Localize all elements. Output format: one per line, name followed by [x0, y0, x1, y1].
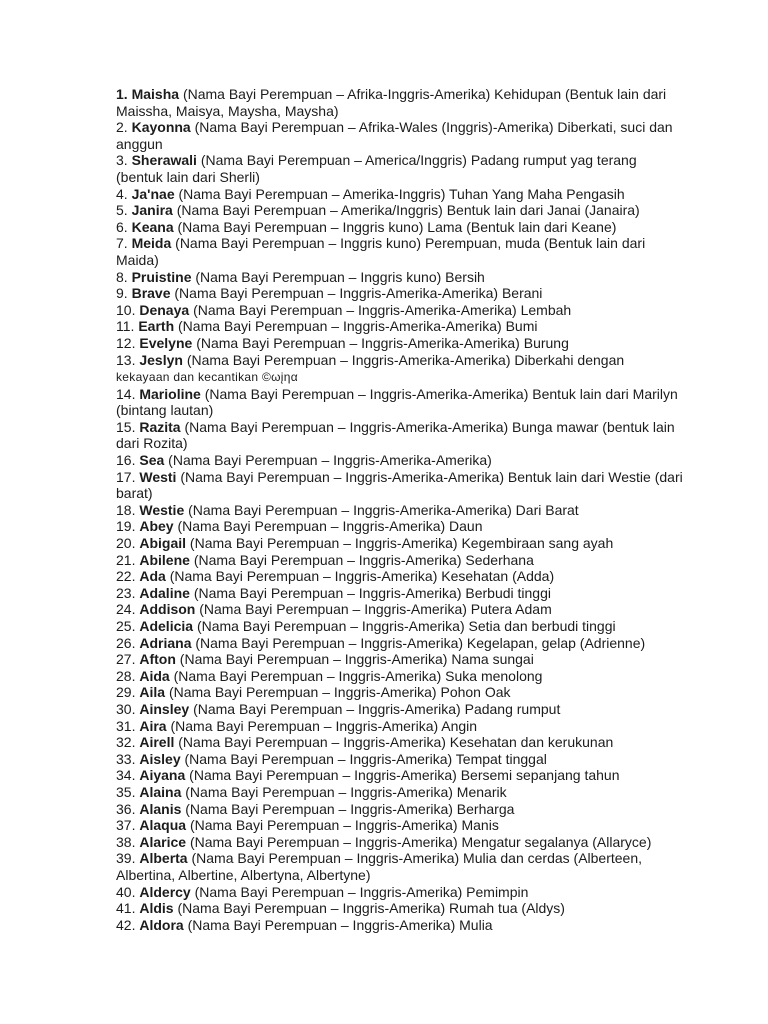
baby-name: Abigail	[139, 535, 187, 552]
name-description: (Nama Bayi Perempuan – Inggris-Amerika) Tempat tinggal	[184, 750, 547, 767]
list-item	[116, 651, 686, 668]
baby-name: Adaline	[139, 584, 190, 601]
baby-name: Abilene	[139, 551, 190, 568]
name-description: (Nama Bayi Perempuan – Inggris-Amerika) Menarik	[185, 783, 507, 800]
baby-name: Alaina	[139, 783, 182, 800]
name-description: (Nama Bayi Perempuan – Inggris-Amerika) Putera Adam	[199, 601, 552, 618]
list-item	[116, 718, 686, 735]
name-description: (Nama Bayi Perempuan – Inggris-Amerika) Kegelapan, gelap (Adrienne)	[195, 634, 646, 651]
name-description: (Nama Bayi Perempuan – Inggris-Amerika-Amerika) Bentuk lain dari Marilyn (bintang lautan)	[116, 385, 678, 419]
baby-name: Westi	[139, 468, 177, 485]
baby-name: Westie	[139, 501, 185, 518]
item-number: 29.	[116, 684, 136, 701]
list-item	[116, 119, 686, 152]
list-item	[116, 318, 686, 335]
item-number: 16.	[116, 452, 136, 469]
list-item	[116, 235, 686, 268]
list-item	[116, 302, 686, 319]
name-description: (Nama Bayi Perempuan – Inggris-Amerika) Bersemi sepanjang tahun	[189, 767, 620, 784]
list-item	[116, 668, 686, 685]
name-description: (Nama Bayi Perempuan – Afrika-Inggris-Amerika) Kehidupan (Bentuk lain dari Maissha, Maisya, Maysha, Maysha)	[116, 86, 667, 119]
list-item	[116, 269, 686, 286]
name-description: (Nama Bayi Perempuan – Inggris-Amerika) Kegembiraan sang ayah	[189, 535, 614, 552]
item-number: 15.	[116, 418, 136, 435]
baby-name: Alarice	[139, 833, 187, 850]
list-item	[116, 900, 686, 917]
baby-name: Adelicia	[139, 618, 194, 634]
baby-name: Alberta	[139, 850, 188, 867]
baby-name: Pruistine	[131, 268, 192, 285]
item-number: 27.	[116, 651, 136, 668]
name-description: (Nama Bayi Perempuan – Inggris-Amerika) Pohon Oak	[168, 684, 511, 701]
baby-name: Aldercy	[139, 883, 191, 900]
item-number: 17.	[116, 468, 136, 485]
item-number: 31.	[116, 717, 136, 734]
name-description: (Nama Bayi Perempuan – America/Inggris) Padang rumput yag terang (bentuk lain dari Sherli)	[116, 152, 637, 185]
name-description: (Nama Bayi Perempuan – Inggris-Amerika) Mengatur segalanya (Allaryce)	[189, 833, 652, 850]
item-number: 30.	[116, 700, 136, 717]
list-item	[116, 767, 686, 784]
item-number: 3.	[116, 152, 128, 169]
name-description: (Nama Bayi Perempuan – Inggris-Amerika) Mulia dan cerdas (Alberteen, Albertina, Albertine, Albertyna, Albertyne)	[116, 850, 643, 883]
item-number: 42.	[116, 916, 136, 933]
item-number: 34.	[116, 767, 136, 784]
name-description: (Nama Bayi Perempuan – Inggris-Amerika) Berharga	[185, 800, 515, 817]
name-description: (Nama Bayi Perempuan – Inggris kuno) Bersih	[195, 268, 485, 285]
list-item	[116, 452, 686, 469]
item-number: 26.	[116, 634, 136, 651]
list-item	[116, 917, 686, 934]
description-continuation: kekayaan dan kecantikan ©ωįηα	[116, 370, 298, 385]
item-number: 13.	[116, 351, 136, 368]
baby-name: Afton	[139, 651, 176, 668]
baby-name: Denaya	[139, 301, 190, 318]
baby-name: Earth	[138, 318, 175, 335]
item-number: 37.	[116, 817, 136, 834]
baby-name: Jeslyn	[139, 351, 183, 368]
item-number: 1.	[116, 86, 128, 102]
baby-name: Sea	[139, 452, 165, 469]
baby-name: Alanis	[139, 800, 182, 817]
list-item	[116, 568, 686, 585]
name-description: (Nama Bayi Perempuan – Inggris-Amerika) Kesehatan dan kerukunan	[178, 734, 614, 751]
item-number: 19.	[116, 518, 136, 535]
name-description: (Nama Bayi Perempuan – Inggris-Amerika-Amerika) Bunga mawar (bentuk lain dari Rozita)	[116, 418, 675, 452]
list-item	[116, 419, 686, 452]
list-item	[116, 684, 686, 701]
list-item	[116, 850, 686, 883]
name-description: (Nama Bayi Perempuan – Amerika/Inggris) Bentuk lain dari Janai (Janaira)	[176, 202, 640, 219]
item-number: 5.	[116, 202, 128, 219]
list-item	[116, 335, 686, 352]
baby-name: Meida	[131, 235, 172, 252]
baby-name: Razita	[139, 418, 181, 435]
baby-name: Aldora	[139, 916, 184, 933]
name-description: (Nama Bayi Perempuan – Inggris-Amerika) Daun	[177, 518, 483, 535]
item-number: 11.	[116, 318, 135, 335]
name-description: (Nama Bayi Perempuan – Inggris-Amerika) Padang rumput	[193, 700, 561, 717]
baby-name: Adriana	[139, 634, 192, 651]
list-item	[116, 585, 686, 602]
baby-name: Alaqua	[139, 817, 187, 834]
list-item	[116, 601, 686, 618]
item-number: 41.	[116, 900, 136, 917]
document-page	[116, 86, 686, 933]
list-item	[116, 801, 686, 818]
baby-name: Aira	[139, 717, 167, 734]
item-number: 35.	[116, 783, 136, 800]
item-number: 7.	[116, 235, 128, 252]
baby-name: Addison	[139, 601, 196, 618]
item-number: 36.	[116, 800, 136, 817]
item-number: 39.	[116, 850, 136, 867]
item-number: 21.	[116, 551, 136, 568]
name-description: (Nama Bayi Perempuan – Amerika-Inggris) Tuhan Yang Maha Pengasih	[178, 185, 625, 202]
baby-name: Ja'nae	[131, 185, 175, 202]
item-number: 8.	[116, 268, 128, 285]
baby-name: Ainsley	[139, 700, 190, 717]
item-number: 40.	[116, 883, 136, 900]
list-item	[116, 817, 686, 834]
list-item	[116, 502, 686, 519]
baby-name: Keana	[131, 218, 174, 235]
name-description: (Nama Bayi Perempuan – Inggris-Amerika) Berbudi tinggi	[193, 584, 551, 601]
list-item	[116, 469, 686, 502]
list-item	[116, 518, 686, 535]
baby-name: Brave	[131, 285, 171, 302]
baby-name: Abey	[139, 518, 174, 535]
list-item	[116, 701, 686, 718]
list-item	[116, 552, 686, 569]
baby-name: Maisha	[131, 86, 180, 102]
name-description: (Nama Bayi Perempuan – Inggris-Amerika) Nama sungai	[179, 651, 534, 668]
item-number: 20.	[116, 535, 136, 552]
item-number: 9.	[116, 285, 128, 302]
list-item	[116, 285, 686, 302]
baby-name: Aida	[139, 667, 170, 684]
list-item	[116, 386, 686, 419]
name-description: (Nama Bayi Perempuan – Afrika-Wales (Inggris)-Amerika) Diberkati, suci dan anggun	[116, 119, 673, 152]
name-description: (Nama Bayi Perempuan – Inggris kuno) Lama (Bentuk lain dari Keane)	[177, 218, 617, 235]
baby-name: Aldis	[139, 900, 174, 917]
list-item	[116, 618, 686, 635]
list-item	[116, 734, 686, 751]
item-number: 24.	[116, 601, 136, 618]
name-description: (Nama Bayi Perempuan – Inggris-Amerika) Kesehatan (Adda)	[169, 568, 555, 585]
item-number: 10.	[116, 301, 136, 318]
baby-name: Kayonna	[131, 119, 191, 136]
item-number: 18.	[116, 501, 136, 518]
item-number: 28.	[116, 667, 136, 684]
baby-name: Evelyne	[139, 334, 193, 351]
name-description: (Nama Bayi Perempuan – Inggris-Amerika-Amerika) Dari Barat	[188, 501, 579, 518]
list-item	[116, 352, 686, 386]
baby-name: Aisley	[139, 750, 181, 767]
baby-name: Airell	[139, 734, 175, 751]
name-description: (Nama Bayi Perempuan – Inggris-Amerika-Amerika) Burung	[196, 334, 569, 351]
name-description: (Nama Bayi Perempuan – Inggris-Amerika-Amerika) Berani	[174, 285, 543, 302]
name-description: (Nama Bayi Perempuan – Inggris-Amerika-Amerika)	[168, 452, 492, 469]
name-description: (Nama Bayi Perempuan – Inggris-Amerika-Amerika) Lembah	[193, 301, 572, 318]
list-item	[116, 86, 686, 119]
item-number: 22.	[116, 568, 136, 585]
baby-name: Aiyana	[139, 767, 186, 784]
item-number: 12.	[116, 334, 136, 351]
name-description: (Nama Bayi Perempuan – Inggris-Amerika) Pemimpin	[194, 883, 529, 900]
name-description: (Nama Bayi Perempuan – Inggris-Amerika) Setia dan berbudi tinggi	[196, 618, 616, 634]
item-number: 32.	[116, 734, 136, 751]
name-list	[116, 86, 686, 933]
name-description: (Nama Bayi Perempuan – Inggris-Amerika) Mulia	[187, 916, 493, 933]
baby-name: Aila	[139, 684, 166, 701]
name-description: (Nama Bayi Perempuan – Inggris-Amerika-Amerika) Bentuk lain dari Westie (dari barat)	[116, 468, 683, 502]
item-number: 38.	[116, 833, 136, 850]
item-number: 23.	[116, 584, 136, 601]
list-item	[116, 186, 686, 203]
item-number: 4.	[116, 185, 128, 202]
list-item	[116, 635, 686, 652]
item-number: 2.	[116, 119, 128, 136]
list-item	[116, 751, 686, 768]
list-item	[116, 202, 686, 219]
list-item	[116, 834, 686, 851]
name-description: (Nama Bayi Perempuan – Inggris-Amerika) Suka menolong	[173, 667, 543, 684]
baby-name: Ada	[139, 568, 166, 585]
list-item	[116, 535, 686, 552]
list-item	[116, 784, 686, 801]
name-description: (Nama Bayi Perempuan – Inggris-Amerika-Amerika) Diberkahi dengan	[186, 351, 625, 368]
list-item	[116, 152, 686, 185]
name-description: (Nama Bayi Perempuan – Inggris-Amerika-Amerika) Bumi	[178, 318, 538, 335]
baby-name: Sherawali	[131, 152, 197, 169]
item-number: 6.	[116, 218, 128, 235]
name-description: (Nama Bayi Perempuan – Inggris-Amerika) Rumah tua (Aldys)	[177, 900, 565, 917]
item-number: 25.	[116, 618, 136, 634]
name-description: (Nama Bayi Perempuan – Inggris-Amerika) Manis	[189, 817, 499, 834]
name-description: (Nama Bayi Perempuan – Inggris-Amerika) Sederhana	[193, 551, 534, 568]
name-description: (Nama Bayi Perempuan – Inggris kuno) Perempuan, muda (Bentuk lain dari Maida)	[116, 235, 646, 268]
baby-name: Marioline	[139, 385, 201, 402]
list-item	[116, 884, 686, 901]
item-number: 33.	[116, 750, 136, 767]
item-number: 14.	[116, 385, 136, 402]
baby-name: Janira	[131, 202, 173, 219]
name-description: (Nama Bayi Perempuan – Inggris-Amerika) Angin	[170, 717, 478, 734]
list-item	[116, 219, 686, 236]
